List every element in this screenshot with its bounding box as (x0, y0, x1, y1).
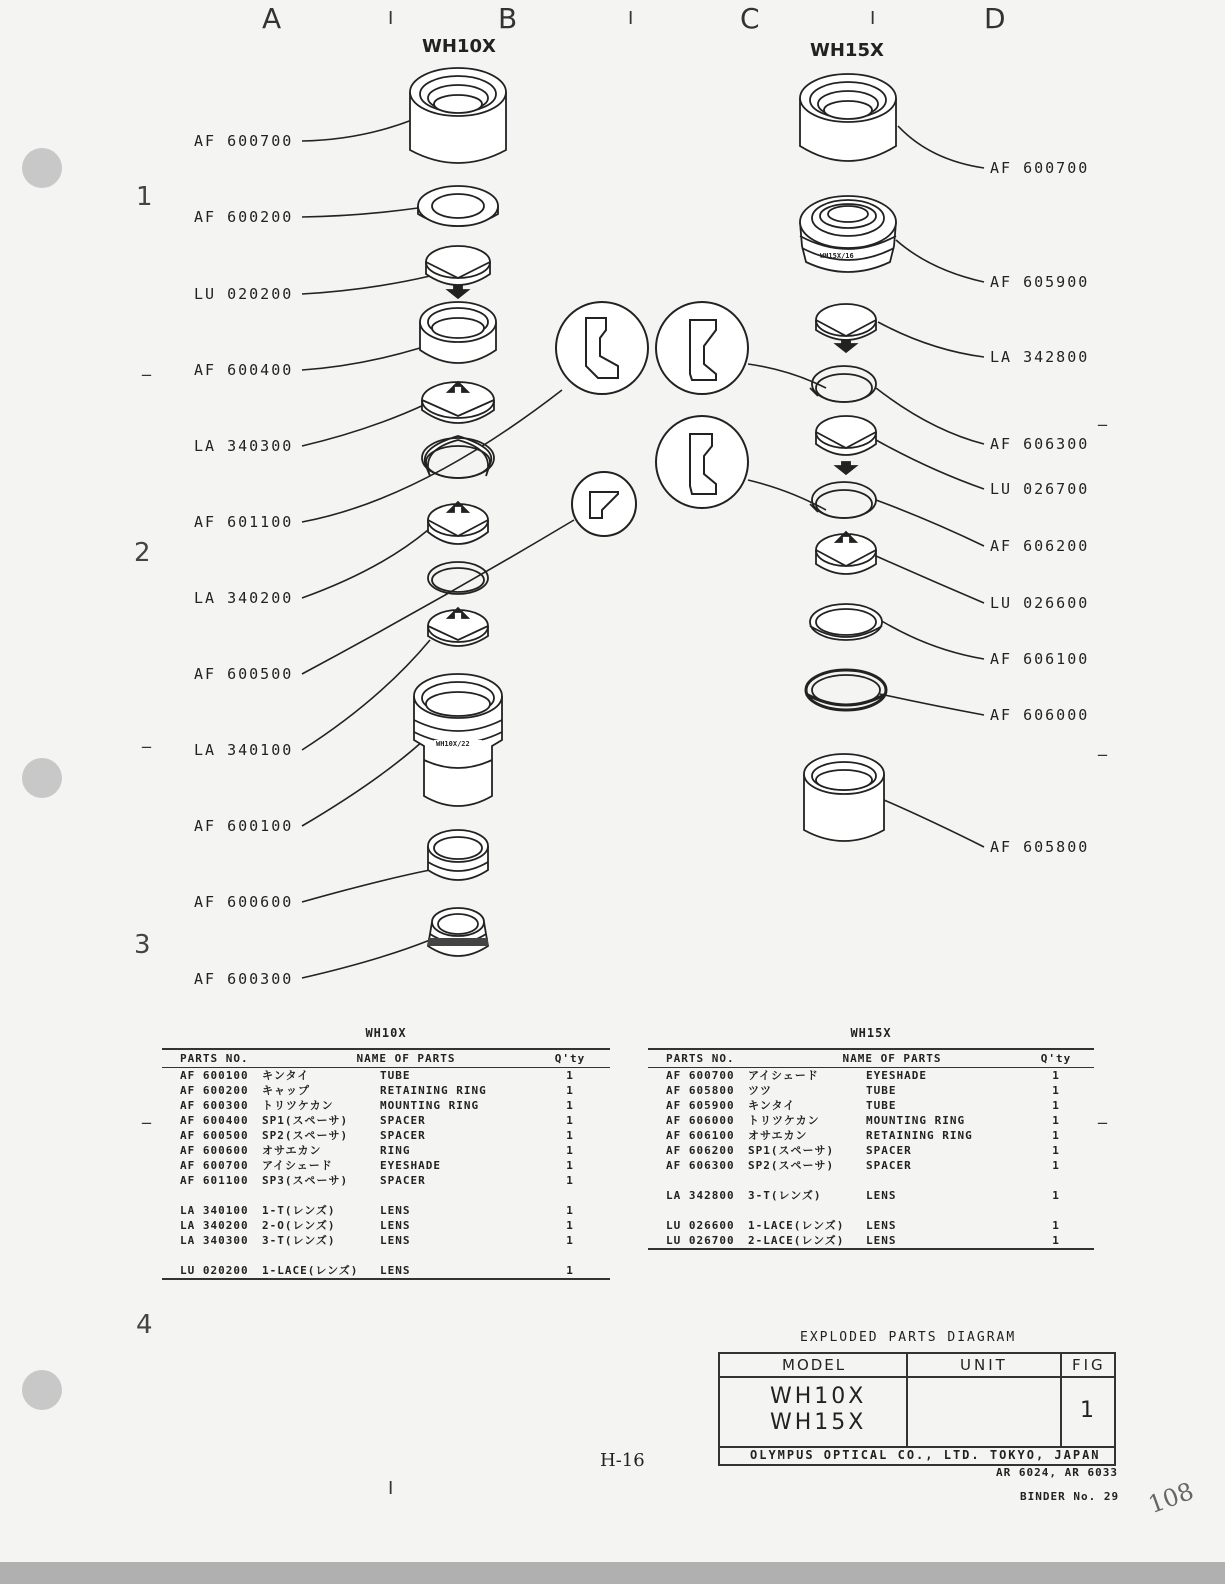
cell-parts-no: LA 340100 (180, 1204, 249, 1217)
grid-column-c: C (740, 2, 760, 35)
right-label-6: LU 026600 (990, 594, 1090, 612)
cell-name: LENS (866, 1219, 897, 1232)
leader-left-6 (302, 530, 428, 598)
table-row (648, 1083, 1094, 1098)
cell-jp-name: SP1(スペーサ) (262, 1114, 349, 1127)
table-row (162, 1203, 610, 1218)
cell-qty: 1 (1052, 1084, 1060, 1097)
table-spacer (162, 1188, 610, 1203)
cell-name: RETAINING RING (380, 1084, 487, 1097)
cell-jp-name: SP3(スペーサ) (262, 1174, 349, 1187)
page-bottom-edge (0, 1562, 1225, 1584)
cell-jp-name: 1-LACE(レンズ) (262, 1264, 359, 1277)
cell-qty: 1 (566, 1069, 574, 1082)
table-row (648, 1068, 1094, 1083)
grid-dash-left-2: _ (142, 728, 151, 749)
page-number: H-16 (600, 1450, 645, 1471)
cell-jp-name: 3-T(レンズ) (262, 1234, 336, 1247)
leader-right-5 (876, 500, 984, 546)
handwritten-note: 108 (1144, 1477, 1198, 1519)
cell-name: TUBE (380, 1069, 411, 1082)
left-label-5: AF 601100 (194, 513, 294, 531)
table-row (648, 1143, 1094, 1158)
cell-jp-name: キンタイ (262, 1069, 310, 1082)
table-header (162, 1048, 610, 1068)
cell-qty: 1 (566, 1084, 574, 1097)
cell-parts-no: AF 600300 (180, 1099, 249, 1112)
title-fig-value: 1 (1080, 1398, 1094, 1423)
table-row (162, 1128, 610, 1143)
leader-left-2 (302, 276, 430, 294)
table-row (162, 1068, 610, 1083)
parts-table-wh15x (648, 1026, 1094, 1250)
cell-name: EYESHADE (380, 1159, 441, 1172)
cell-qty: 1 (566, 1129, 574, 1142)
cell-name: RING (380, 1144, 411, 1157)
cell-jp-name: SP2(スペーサ) (262, 1129, 349, 1142)
title-company: OLYMPUS OPTICAL CO., LTD. TOKYO, JAPAN (750, 1448, 1101, 1462)
cell-parts-no: AF 606000 (666, 1114, 735, 1127)
cell-jp-name: ツツ (748, 1084, 772, 1097)
cell-name: LENS (380, 1219, 411, 1232)
cell-name: SPACER (866, 1144, 912, 1157)
cell-parts-no: AF 605800 (666, 1084, 735, 1097)
grid-tick-bottom: I (388, 1478, 394, 1499)
cell-jp-name: トリツケカン (748, 1114, 820, 1127)
cell-qty: 1 (566, 1204, 574, 1217)
table-row (648, 1218, 1094, 1233)
grid-dash-right-1: _ (1098, 406, 1107, 427)
cell-jp-name: SP2(スペーサ) (748, 1159, 835, 1172)
grid-column-d: D (984, 2, 1006, 35)
leader-right-9 (884, 800, 984, 847)
cell-jp-name: キャップ (262, 1084, 310, 1097)
cell-parts-no: AF 606200 (666, 1144, 735, 1157)
header-parts-no: PARTS NO. (180, 1052, 249, 1065)
table-row (648, 1113, 1094, 1128)
left-label-2: LU 020200 (194, 285, 294, 303)
table-row (162, 1113, 610, 1128)
cell-parts-no: LU 026600 (666, 1219, 735, 1232)
leader-left-1 (302, 208, 418, 217)
cell-parts-no: AF 600500 (180, 1129, 249, 1142)
leader-right-4 (876, 440, 984, 489)
cell-name: SPACER (380, 1114, 426, 1127)
header-parts-no: PARTS NO. (666, 1052, 735, 1065)
cell-name: TUBE (866, 1099, 897, 1112)
cell-jp-name: 2-O(レンズ) (262, 1219, 336, 1232)
cell-qty: 1 (566, 1174, 574, 1187)
cell-qty: 1 (1052, 1189, 1060, 1202)
cell-name: RETAINING RING (866, 1129, 973, 1142)
left-label-0: AF 600700 (194, 132, 294, 150)
leader-left-4 (302, 404, 426, 446)
cell-parts-no: AF 606300 (666, 1159, 735, 1172)
table-row (162, 1143, 610, 1158)
model-title-right: WH15X (810, 40, 884, 61)
table-row (648, 1233, 1094, 1248)
left-label-8: LA 340100 (194, 741, 294, 759)
cell-parts-no: AF 600200 (180, 1084, 249, 1097)
leader-right-3 (876, 388, 984, 444)
leader-left-7 (302, 520, 574, 674)
part-marking-left: WH10X/22 (436, 740, 470, 748)
cell-qty: 1 (566, 1099, 574, 1112)
grid-tick-ab: I (388, 8, 394, 29)
table-spacer (648, 1173, 1094, 1188)
cell-parts-no: LA 340300 (180, 1234, 249, 1247)
left-label-6: LA 340200 (194, 589, 294, 607)
cell-parts-no: AF 605900 (666, 1099, 735, 1112)
cell-qty: 1 (1052, 1069, 1060, 1082)
cell-parts-no: LA 340200 (180, 1219, 249, 1232)
leader-right-0 (898, 126, 984, 168)
title-binder: BINDER No. 29 (1020, 1490, 1120, 1503)
cell-parts-no: AF 600100 (180, 1069, 249, 1082)
title-fig-header: FIG (1072, 1356, 1106, 1374)
cell-parts-no: LU 026700 (666, 1234, 735, 1247)
left-label-7: AF 600500 (194, 665, 294, 683)
grid-tick-cd: I (870, 8, 876, 29)
grid-column-a: A (262, 2, 282, 35)
leader-right-1 (896, 240, 984, 282)
table-header (648, 1048, 1094, 1068)
table-row (162, 1173, 610, 1188)
binder-hole-bottom (22, 1370, 62, 1410)
table-row (648, 1098, 1094, 1113)
right-label-0: AF 600700 (990, 159, 1090, 177)
title-ar-ref: AR 6024, AR 6033 (996, 1466, 1118, 1479)
cell-name: LENS (380, 1264, 411, 1277)
right-label-1: AF 605900 (990, 273, 1090, 291)
right-label-7: AF 606100 (990, 650, 1090, 668)
cell-parts-no: LU 020200 (180, 1264, 249, 1277)
title-block-heading: EXPLODED PARTS DIAGRAM (800, 1330, 1017, 1345)
cell-name: LENS (380, 1204, 411, 1217)
header-name-of-parts: NAME OF PARTS (842, 1052, 942, 1065)
leader-left-3 (302, 348, 420, 370)
cell-qty: 1 (1052, 1099, 1060, 1112)
leader-right-8 (880, 694, 984, 715)
left-label-4: LA 340300 (194, 437, 294, 455)
table-row (162, 1158, 610, 1173)
title-model-header: MODEL (782, 1356, 847, 1374)
cell-name: TUBE (866, 1084, 897, 1097)
cell-name: SPACER (380, 1129, 426, 1142)
cell-jp-name: アイシェード (748, 1069, 819, 1082)
leader-right-2 (878, 322, 984, 357)
table-spacer (162, 1248, 610, 1263)
title-block (718, 1352, 1116, 1466)
title-unit-header: UNIT (960, 1356, 1008, 1374)
cell-jp-name: キンタイ (748, 1099, 796, 1112)
cell-jp-name: 3-T(レンズ) (748, 1189, 822, 1202)
leader-left-9 (302, 740, 424, 826)
grid-row-2: 2 (134, 538, 151, 568)
grid-row-4: 4 (136, 1310, 153, 1340)
grid-dash-right-3: _ (1098, 1104, 1107, 1125)
cell-name: SPACER (866, 1159, 912, 1172)
cell-name: EYESHADE (866, 1069, 927, 1082)
grid-row-3: 3 (134, 930, 151, 960)
left-label-9: AF 600100 (194, 817, 294, 835)
part-marking-right: WH15X/16 (820, 252, 854, 260)
table-row (648, 1188, 1094, 1203)
leader-left-8 (302, 640, 430, 750)
right-label-9: AF 605800 (990, 838, 1090, 856)
cell-name: LENS (866, 1189, 897, 1202)
grid-tick-bc: I (628, 8, 634, 29)
table-caption: WH10X (365, 1026, 407, 1040)
cell-parts-no: AF 600400 (180, 1114, 249, 1127)
right-label-2: LA 342800 (990, 348, 1090, 366)
cell-jp-name: 1-T(レンズ) (262, 1204, 336, 1217)
left-label-11: AF 600300 (194, 970, 294, 988)
cell-qty: 1 (1052, 1144, 1060, 1157)
cell-qty: 1 (1052, 1219, 1060, 1232)
grid-row-1: 1 (136, 182, 153, 212)
right-label-5: AF 606200 (990, 537, 1090, 555)
grid-dash-left-3: _ (142, 1104, 151, 1125)
table-row (648, 1128, 1094, 1143)
right-label-8: AF 606000 (990, 706, 1090, 724)
header-name-of-parts: NAME OF PARTS (356, 1052, 456, 1065)
title-model-line1: WH10X (770, 1384, 867, 1409)
table-row (162, 1083, 610, 1098)
cell-parts-no: AF 600700 (180, 1159, 249, 1172)
cell-jp-name: アイシェード (262, 1159, 333, 1172)
cell-jp-name: トリツケカン (262, 1099, 334, 1112)
cell-name: LENS (380, 1234, 411, 1247)
cell-jp-name: オサエカン (748, 1129, 808, 1142)
table-spacer (648, 1203, 1094, 1218)
cell-jp-name: 1-LACE(レンズ) (748, 1219, 845, 1232)
model-title-left: WH10X (422, 36, 496, 57)
table-row (162, 1233, 610, 1248)
cell-qty: 1 (1052, 1234, 1060, 1247)
cell-qty: 1 (1052, 1114, 1060, 1127)
cell-qty: 1 (566, 1264, 574, 1277)
leader-left-11 (302, 940, 430, 978)
grid-dash-left-1: _ (142, 356, 151, 377)
leader-left-0 (302, 120, 412, 141)
cell-name: MOUNTING RING (866, 1114, 966, 1127)
cell-qty: 1 (566, 1114, 574, 1127)
cell-qty: 1 (1052, 1159, 1060, 1172)
cell-jp-name: 2-LACE(レンズ) (748, 1234, 845, 1247)
grid-dash-right-2: _ (1098, 736, 1107, 757)
leader-right-6 (876, 556, 984, 603)
table-row (162, 1098, 610, 1113)
cell-parts-no: LA 342800 (666, 1189, 735, 1202)
cell-qty: 1 (566, 1159, 574, 1172)
cell-qty: 1 (566, 1219, 574, 1232)
leader-right-7 (880, 620, 984, 659)
cell-name: SPACER (380, 1174, 426, 1187)
right-label-3: AF 606300 (990, 435, 1090, 453)
title-model-line2: WH15X (770, 1410, 867, 1435)
header-qty: Q'ty (1040, 1052, 1072, 1065)
right-label-4: LU 026700 (990, 480, 1090, 498)
leader-left-10 (302, 870, 430, 902)
table-row (162, 1263, 610, 1278)
cell-name: LENS (866, 1234, 897, 1247)
cell-jp-name: SP1(スペーサ) (748, 1144, 835, 1157)
left-label-1: AF 600200 (194, 208, 294, 226)
grid-column-b: B (498, 2, 518, 35)
table-caption: WH15X (850, 1026, 892, 1040)
cell-qty: 1 (566, 1234, 574, 1247)
cell-parts-no: AF 606100 (666, 1129, 735, 1142)
cell-qty: 1 (566, 1144, 574, 1157)
cell-parts-no: AF 601100 (180, 1174, 249, 1187)
cell-parts-no: AF 600700 (666, 1069, 735, 1082)
table-row (648, 1158, 1094, 1173)
cell-jp-name: オサエカン (262, 1144, 322, 1157)
parts-table-wh10x (162, 1026, 610, 1280)
cell-parts-no: AF 600600 (180, 1144, 249, 1157)
left-label-3: AF 600400 (194, 361, 294, 379)
cell-name: MOUNTING RING (380, 1099, 480, 1112)
left-label-10: AF 600600 (194, 893, 294, 911)
header-qty: Q'ty (554, 1052, 586, 1065)
table-row (162, 1218, 610, 1233)
cell-qty: 1 (1052, 1129, 1060, 1142)
